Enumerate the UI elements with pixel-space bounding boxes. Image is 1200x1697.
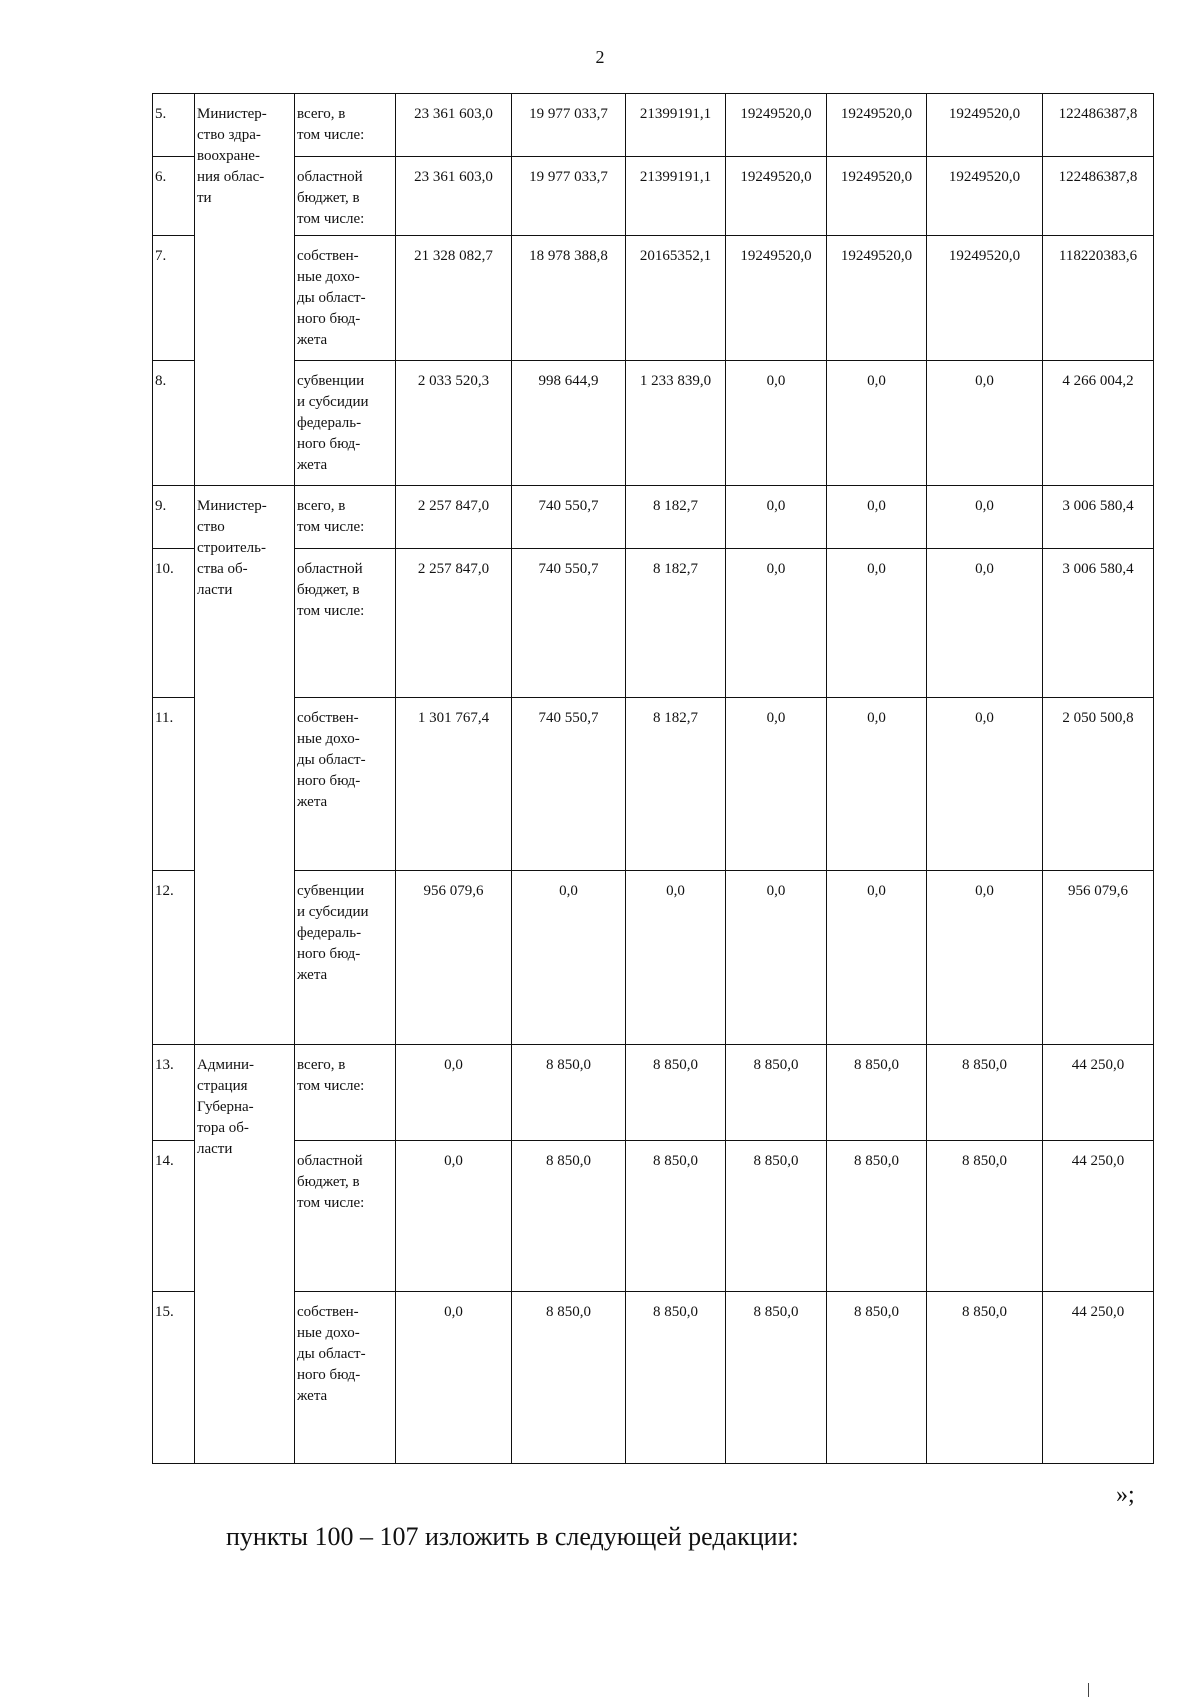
amendment-instruction: пункты 100 – 107 изложить в следующей редакции: — [226, 1522, 799, 1551]
value-cell: 18 978 388,8 — [512, 236, 626, 361]
table-row — [153, 1045, 1154, 1141]
table-row — [153, 236, 1154, 361]
value-cell: 8 850,0 — [626, 1045, 726, 1141]
total-cell: 3 006 580,4 — [1043, 486, 1154, 549]
value-cell: 19249520,0 — [726, 236, 827, 361]
value-cell: 2 033 520,3 — [396, 361, 512, 486]
total-cell: 44 250,0 — [1043, 1292, 1154, 1464]
value-cell: 19249520,0 — [827, 94, 927, 157]
value-cell: 1 233 839,0 — [626, 361, 726, 486]
value-cell: 2 257 847,0 — [396, 486, 512, 549]
value-cell: 8 850,0 — [512, 1045, 626, 1141]
row-description: всего, в том числе: — [295, 1045, 396, 1141]
value-cell: 19249520,0 — [927, 94, 1043, 157]
total-cell: 44 250,0 — [1043, 1141, 1154, 1292]
value-cell: 23 361 603,0 — [396, 94, 512, 157]
total-cell: 956 079,6 — [1043, 871, 1154, 1045]
value-cell: 0,0 — [827, 361, 927, 486]
value-cell: 0,0 — [396, 1045, 512, 1141]
value-cell: 19249520,0 — [827, 157, 927, 236]
value-cell: 21 328 082,7 — [396, 236, 512, 361]
value-cell: 23 361 603,0 — [396, 157, 512, 236]
org-name-construction: Министер- ство строитель- ства об- ласти — [195, 486, 295, 1045]
row-number: 14. — [153, 1141, 195, 1292]
row-description: субвенции и субсидии федераль- ного бюд- жета — [295, 361, 396, 486]
value-cell: 8 850,0 — [827, 1045, 927, 1141]
total-cell: 2 050 500,8 — [1043, 698, 1154, 871]
row-description: всего, в том числе: — [295, 486, 396, 549]
row-number: 10. — [153, 549, 195, 698]
total-cell: 118220383,6 — [1043, 236, 1154, 361]
value-cell: 0,0 — [726, 549, 827, 698]
value-cell: 1 301 767,4 — [396, 698, 512, 871]
value-cell: 19249520,0 — [927, 236, 1043, 361]
value-cell: 19 977 033,7 — [512, 157, 626, 236]
value-cell: 8 850,0 — [827, 1292, 927, 1464]
total-cell: 122486387,8 — [1043, 157, 1154, 236]
value-cell: 8 182,7 — [626, 549, 726, 698]
value-cell: 0,0 — [396, 1141, 512, 1292]
value-cell: 8 850,0 — [827, 1141, 927, 1292]
value-cell: 19249520,0 — [726, 157, 827, 236]
value-cell: 8 182,7 — [626, 698, 726, 871]
total-cell: 44 250,0 — [1043, 1045, 1154, 1141]
table-row — [153, 698, 1154, 871]
value-cell: 19 977 033,7 — [512, 94, 626, 157]
value-cell: 0,0 — [827, 871, 927, 1045]
row-description: всего, в том числе: — [295, 94, 396, 157]
table-row — [153, 549, 1154, 698]
row-number: 12. — [153, 871, 195, 1045]
value-cell: 0,0 — [626, 871, 726, 1045]
value-cell: 19249520,0 — [827, 236, 927, 361]
value-cell: 8 850,0 — [512, 1292, 626, 1464]
value-cell: 8 850,0 — [726, 1045, 827, 1141]
value-cell: 0,0 — [396, 1292, 512, 1464]
row-number: 7. — [153, 236, 195, 361]
value-cell: 956 079,6 — [396, 871, 512, 1045]
org-name-health: Министер- ство здра- воохране- ния облас- ти — [195, 94, 295, 486]
row-number: 6. — [153, 157, 195, 236]
value-cell: 0,0 — [726, 698, 827, 871]
table-row — [153, 1292, 1154, 1464]
value-cell: 0,0 — [927, 361, 1043, 486]
value-cell: 998 644,9 — [512, 361, 626, 486]
value-cell: 0,0 — [512, 871, 626, 1045]
value-cell: 740 550,7 — [512, 486, 626, 549]
value-cell: 0,0 — [726, 871, 827, 1045]
value-cell: 8 182,7 — [626, 486, 726, 549]
value-cell: 8 850,0 — [726, 1292, 827, 1464]
budget-table — [152, 93, 1154, 1464]
row-number: 13. — [153, 1045, 195, 1141]
page-number: 2 — [595, 47, 605, 67]
row-description: субвенции и субсидии федераль- ного бюд- жета — [295, 871, 396, 1045]
row-number: 8. — [153, 361, 195, 486]
value-cell: 21399191,1 — [626, 157, 726, 236]
table-row — [153, 361, 1154, 486]
row-number: 5. — [153, 94, 195, 157]
table-row — [153, 94, 1154, 157]
value-cell: 8 850,0 — [626, 1292, 726, 1464]
value-cell: 0,0 — [726, 486, 827, 549]
value-cell: 0,0 — [927, 698, 1043, 871]
row-description: собствен- ные дохо- ды област- ного бюд- жета — [295, 1292, 396, 1464]
value-cell: 0,0 — [927, 871, 1043, 1045]
value-cell: 19249520,0 — [927, 157, 1043, 236]
table-row — [153, 871, 1154, 1045]
value-cell: 0,0 — [827, 549, 927, 698]
row-number: 9. — [153, 486, 195, 549]
row-description: собствен- ные дохо- ды област- ного бюд- жета — [295, 698, 396, 871]
value-cell: 8 850,0 — [512, 1141, 626, 1292]
row-description: областной бюджет, в том числе: — [295, 157, 396, 236]
table-row — [153, 1141, 1154, 1292]
row-number: 15. — [153, 1292, 195, 1464]
value-cell: 8 850,0 — [626, 1141, 726, 1292]
value-cell: 8 850,0 — [927, 1045, 1043, 1141]
value-cell: 19249520,0 — [726, 94, 827, 157]
value-cell: 740 550,7 — [512, 549, 626, 698]
row-description: областной бюджет, в том числе: — [295, 549, 396, 698]
value-cell: 0,0 — [927, 549, 1043, 698]
value-cell: 8 850,0 — [927, 1141, 1043, 1292]
value-cell: 0,0 — [726, 361, 827, 486]
row-description: областной бюджет, в том числе: — [295, 1141, 396, 1292]
row-description: собствен- ные дохо- ды област- ного бюд- жета — [295, 236, 396, 361]
value-cell: 0,0 — [927, 486, 1043, 549]
org-name-governor-administration: Админи- страция Губерна- тора об- ласти — [195, 1045, 295, 1464]
value-cell: 20165352,1 — [626, 236, 726, 361]
value-cell: 740 550,7 — [512, 698, 626, 871]
value-cell: 2 257 847,0 — [396, 549, 512, 698]
scan-mark — [1088, 1683, 1089, 1697]
value-cell: 0,0 — [827, 486, 927, 549]
value-cell: 8 850,0 — [927, 1292, 1043, 1464]
closing-quote-mark: »; — [1116, 1482, 1135, 1508]
row-number: 11. — [153, 698, 195, 871]
table-row — [153, 157, 1154, 236]
total-cell: 122486387,8 — [1043, 94, 1154, 157]
value-cell: 0,0 — [827, 698, 927, 871]
total-cell: 3 006 580,4 — [1043, 549, 1154, 698]
value-cell: 21399191,1 — [626, 94, 726, 157]
table-row — [153, 486, 1154, 549]
total-cell: 4 266 004,2 — [1043, 361, 1154, 486]
value-cell: 8 850,0 — [726, 1141, 827, 1292]
